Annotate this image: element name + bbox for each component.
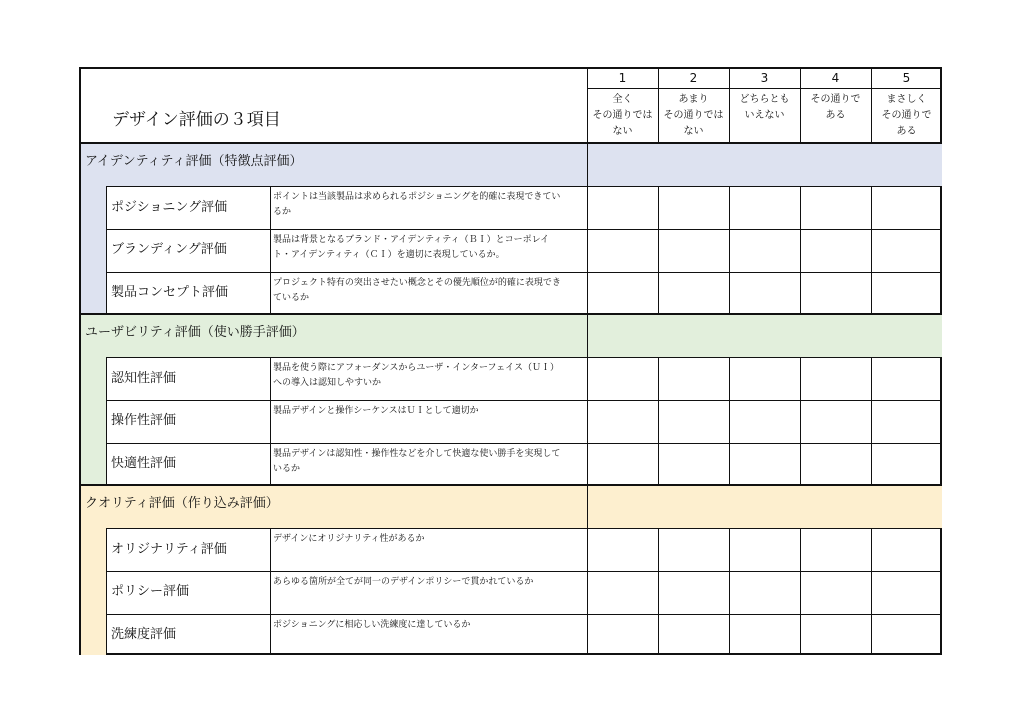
- item-desc-operability: 製品デザインと操作シーケンスはＵＩとして適切か: [273, 406, 479, 416]
- score-number-4: 4: [831, 71, 840, 85]
- category-title-usability: ユーザビリティ評価（使い勝手評価）: [85, 325, 305, 340]
- grid-line: [871, 357, 872, 485]
- item-label-policy: ポリシー評価: [111, 584, 190, 599]
- grid-line: [106, 528, 107, 655]
- item-desc-comfort: 製品デザインは認知性・操作性などを介して快適な使い勝手を実現して いるか: [273, 449, 561, 474]
- grid-line: [106, 528, 942, 529]
- score-number-2: 2: [689, 71, 698, 85]
- grid-line: [270, 357, 271, 485]
- grid-line: [800, 528, 801, 655]
- score-number-1: 1: [618, 71, 627, 85]
- item-desc-product-concept: プロジェクト特有の突出させたい概念とその優先順位が的確に表現でき ているか: [273, 278, 561, 303]
- grid-line: [658, 357, 659, 485]
- score-number-5: 5: [902, 71, 911, 85]
- item-label-comfort: 快適性評価: [111, 456, 177, 471]
- item-label-branding: ブランディング評価: [111, 242, 227, 257]
- item-desc-policy: あらゆる箇所が全てが同一のデザインポリシーで貫かれているか: [273, 577, 534, 587]
- grid-line: [729, 186, 730, 314]
- grid-line: [106, 186, 107, 314]
- grid-line: [106, 571, 942, 572]
- score-desc-1: 全く その通りでは ない: [592, 94, 653, 137]
- grid-line: [587, 88, 942, 89]
- grid-line: [106, 614, 942, 615]
- item-label-originality: オリジナリティ評価: [111, 542, 227, 557]
- grid-line: [106, 443, 942, 444]
- grid-line: [81, 142, 942, 144]
- grid-line: [729, 528, 730, 655]
- category-sidebar-quality: [81, 528, 106, 655]
- score-desc-4: その通りで ある: [810, 94, 861, 121]
- sheet-title: デザイン評価の３項目: [112, 110, 281, 130]
- grid-line: [658, 69, 659, 143]
- grid-line: [81, 484, 942, 486]
- grid-line: [106, 400, 942, 401]
- score-desc-2: あまり その通りでは ない: [663, 94, 724, 137]
- grid-line: [106, 229, 942, 230]
- item-label-product-concept: 製品コンセプト評価: [111, 285, 229, 300]
- evaluation-sheet: [79, 67, 942, 655]
- grid-line: [106, 272, 942, 273]
- grid-line: [729, 357, 730, 485]
- item-desc-cognition: 製品を使う際にアフォーダンスからユーザ・インターフェイス（ＵＩ） への導入は認知しやすいか: [273, 363, 560, 388]
- grid-line: [871, 528, 872, 655]
- grid-line: [658, 528, 659, 655]
- grid-line: [871, 186, 872, 314]
- grid-line: [871, 69, 872, 143]
- grid-line: [81, 313, 942, 315]
- grid-line: [658, 186, 659, 314]
- item-desc-branding: 製品は背景となるブランド・アイデンティティ（ＢＩ）とコーポレイ ト・アイデンティティ（ＣＩ）を適切に表現しているか。: [273, 235, 550, 260]
- grid-line: [270, 528, 271, 655]
- category-title-identity: アイデンティティ評価（特徴点評価）: [85, 154, 303, 169]
- score-desc-5: まさしく その通りで ある: [881, 94, 932, 137]
- score-desc-3: どちらとも いえない: [739, 94, 790, 121]
- grid-line: [800, 357, 801, 485]
- category-sidebar-usability: [81, 357, 106, 485]
- item-desc-positioning: ポイントは当該製品は求められるポジショニングを的確に表現できてい るか: [273, 192, 561, 217]
- grid-line: [587, 69, 588, 655]
- category-sidebar-identity: [81, 186, 106, 314]
- item-desc-refinement: ポジショニングに相応しい洗練度に達しているか: [273, 620, 471, 630]
- category-title-quality: クオリティ評価（作り込み評価）: [85, 496, 279, 511]
- grid-line: [729, 69, 730, 143]
- grid-line: [106, 186, 942, 187]
- item-label-cognition: 認知性評価: [111, 371, 177, 386]
- item-label-positioning: ポジショニング評価: [111, 200, 228, 215]
- item-desc-originality: デザインにオリジナリティ性があるか: [273, 534, 425, 544]
- grid-line: [106, 357, 107, 485]
- grid-line: [270, 186, 271, 314]
- item-label-refinement: 洗練度評価: [111, 627, 177, 642]
- grid-line: [800, 69, 801, 143]
- grid-line: [800, 186, 801, 314]
- item-label-operability: 操作性評価: [111, 413, 177, 428]
- grid-line: [106, 357, 942, 358]
- score-number-3: 3: [760, 71, 769, 85]
